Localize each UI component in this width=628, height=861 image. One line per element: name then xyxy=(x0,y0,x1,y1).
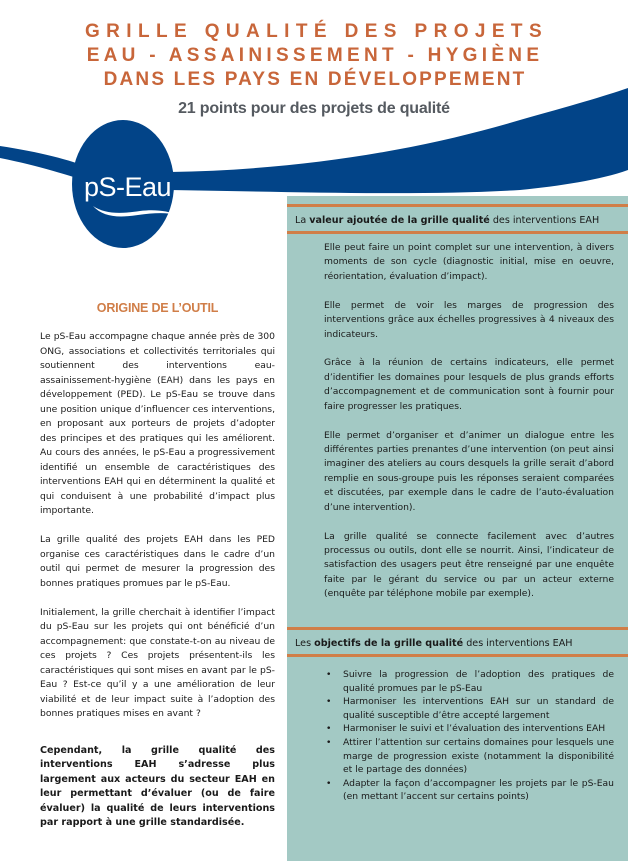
objectif-text: Harmoniser les interventions EAH sur un standard de qualité susceptible d’être accepté largement xyxy=(343,696,614,721)
valeur-paragraph: Elle permet d’organiser et d’animer un dialogue entre les différentes parties prenantes d’une intervention (on peut ainsi imaginer des ateliers au cours desquels la grille serait d’abord remplie en sous-groupe puis les réponses seraient comparées et discutées, par exemple dans le cadre de l’auto-évaluation d’une intervention). xyxy=(324,429,614,513)
valeur-paragraph: La grille qualité se connecte facilement avec d’autres processus ou outils, dont elle se nourrit. Ainsi, l’indicateur de satisfaction des usagers peut être renseigné par une enquête faite par le gérant du service ou par un acteur externe (enquête par téléphone mobile par exemple). xyxy=(324,530,614,600)
objectif-item xyxy=(324,722,614,736)
objectif-text: Attirer l’attention sur certains domaines pour lesquels une marge de progression existe (notamment la disponibilité et le partage des données) xyxy=(343,736,614,776)
header-prefix: Les xyxy=(295,638,315,649)
valeur-ajoutee-body xyxy=(324,241,614,616)
objectif-text: Harmoniser le suivi et l’évaluation des interventions EAH xyxy=(343,723,606,735)
bullet-icon: • xyxy=(326,696,332,708)
bullet-icon: • xyxy=(326,736,332,748)
origine-section xyxy=(40,301,275,845)
objectif-text: Adapter la façon d’accompagner les projets par le pS-Eau (en mettant l’accent sur certains points) xyxy=(343,777,614,803)
valeur-paragraph: Elle permet de voir les marges de progression des interventions grâce aux échelles progressives à 4 niveaux des indicateurs. xyxy=(324,299,614,340)
title-line-3: DANS LES PAYS EN DÉVELOPPEMENT xyxy=(103,69,527,90)
logo-text: pS-Eau xyxy=(84,172,172,202)
bullet-icon: • xyxy=(326,723,332,735)
page-header xyxy=(0,20,628,118)
info-panel xyxy=(287,196,628,861)
section-title-origine: ORIGINE DE L’OUTIL xyxy=(96,301,219,315)
origine-paragraph: Initialement, la grille cherchait à identifier l’impact du pS-Eau sur les projets qui ont bénéficié d’un accompagnement: que constate-t-on au niveau de ces projets ? Ces projets présentent-ils les caractéristiques qui sont mises en avant par le pS-Eau ? Est-ce qu’il y a une amélioration de leur viabilité et de leur impact suite à l’adoption des bonnes pratiques mises en avant ? xyxy=(40,606,275,719)
header-suffix: des interventions EAH xyxy=(489,215,600,226)
bullet-icon: • xyxy=(326,777,332,789)
header-bold: objectifs de la grille qualité xyxy=(314,638,464,649)
bullet-icon: • xyxy=(326,669,332,680)
objectifs-header xyxy=(287,627,628,657)
title-line-1: GRILLE QUALITÉ DES PROJETS xyxy=(84,21,549,42)
objectif-item xyxy=(324,736,614,777)
title-line-2: EAU - ASSAINISSEMENT - HYGIÈNE xyxy=(86,45,544,66)
origine-conclusion: Cependant, la grille qualité des interventions EAH s’adresse plus largement aux acteurs du secteur EAH en leur permettant d’évaluer (ou de faire évaluer) la qualité de leurs interventions par rapport à une grille standardisée. xyxy=(40,744,275,828)
objectifs-list xyxy=(324,668,614,804)
header-suffix: des interventions EAH xyxy=(463,638,573,649)
objectif-item xyxy=(324,668,614,695)
header-prefix: La xyxy=(295,215,310,226)
valeur-paragraph: Grâce à la réunion de certains indicateurs, elle permet d’identifier les domaines pour lesquels de plus grands efforts d’accompagnement et de communication sont à fournir pour faire progresser les pratiques. xyxy=(324,357,614,412)
objectif-text: Suivre la progression de l’adoption des pratiques de qualité promues par le pS-Eau xyxy=(343,669,614,694)
page-subtitle: 21 points pour des projets de qualité xyxy=(178,100,450,117)
header-bold: valeur ajoutée de la grille qualité xyxy=(309,215,490,226)
valeur-paragraph: Elle peut faire un point complet sur une intervention, à divers moments de son cycle (diagnostic initial, mise en oeuvre, réorientation, évaluation d’impact). xyxy=(324,242,614,282)
objectif-item xyxy=(324,695,614,722)
valeur-ajoutee-header xyxy=(287,204,628,234)
origine-paragraph: La grille qualité des projets EAH dans les PED organise ces caractéristiques dans le cadre d’un outil qui permet de mesurer la progression des bonnes pratiques promues par le pS-Eau. xyxy=(40,534,275,589)
origine-paragraph: Le pS-Eau accompagne chaque année près de 300 ONG, associations et collectivités territoriales qui soutiennent des interventions eau-assainissement-hygiène (EAH) dans les pays en développement (PED). Le pS-Eau se trouve dans une position unique d’influencer ces interventions, en proposant aux porteurs de projets d’adopter des principes et des pratiques qui les améliorent. Au cours des années, le pS-Eau a progressivement identifié un ensemble de caractéristiques des interventions EAH qui en déterminent la qualité et qui conduisent à une probabilité d’impact plus importante. xyxy=(40,331,275,516)
objectif-item xyxy=(324,777,614,804)
